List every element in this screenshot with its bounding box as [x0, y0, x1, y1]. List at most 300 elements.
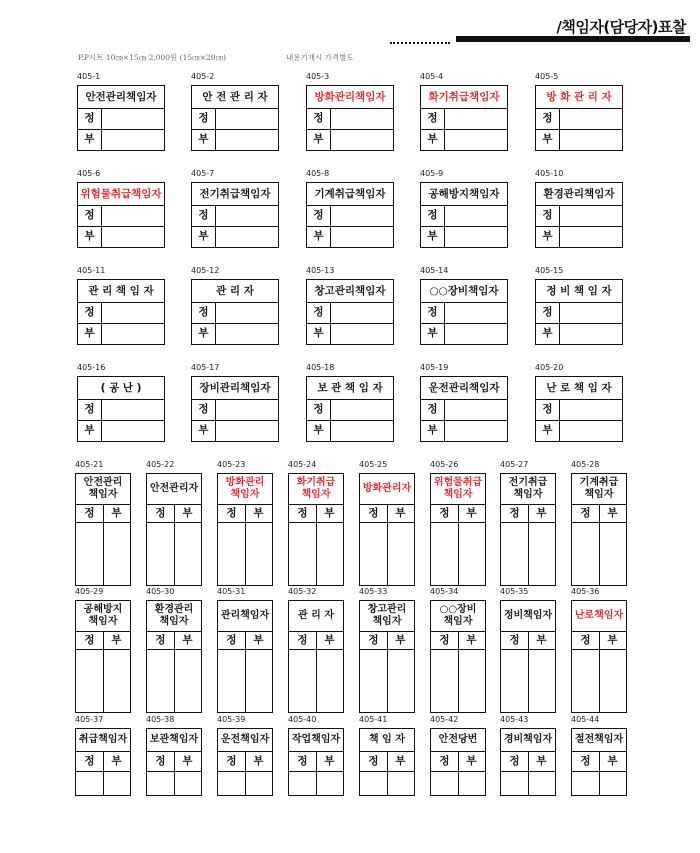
bu-row [307, 129, 393, 150]
jeong-label: 정 [368, 634, 379, 646]
sign-title-line: 위험물취급 [433, 477, 483, 488]
sign-plate [146, 728, 202, 796]
bu-label: 부 [253, 507, 264, 519]
product-code: 405-27 [500, 460, 529, 469]
sign-title: 방화관리책임자 [307, 86, 393, 109]
jeong-label: 정 [297, 755, 308, 767]
bu-row [78, 420, 164, 441]
sign-title-line: 안전관리자 [149, 483, 199, 494]
jeong-label: 정 [226, 634, 237, 646]
jeong-row [78, 399, 164, 421]
bu-label: 부 [536, 634, 547, 646]
column-divider [599, 631, 600, 712]
sign-title: 관 리 책 임 자 [78, 280, 164, 303]
jeong-row [536, 108, 622, 130]
product-code: 405-16 [77, 363, 106, 372]
jeong-label: 정 [421, 399, 445, 420]
bu-label: 부 [536, 226, 560, 247]
jeong-label: 정 [226, 755, 237, 767]
jeong-label: 정 [192, 399, 216, 420]
sign-title-line: 화기취급 [296, 477, 336, 488]
bu-label: 부 [111, 755, 122, 767]
jeong-row [192, 108, 278, 130]
jeong-label: 정 [307, 205, 331, 226]
bu-label: 부 [307, 129, 331, 150]
sign-title: 보관책임자 [147, 729, 201, 752]
column-divider [528, 631, 529, 712]
jeong-label: 정 [297, 507, 308, 519]
jeong-label: 정 [509, 507, 520, 519]
sign-plate [500, 600, 556, 713]
sign-plate [420, 85, 508, 151]
bu-label: 부 [78, 323, 102, 344]
product-code: 405-14 [420, 266, 449, 275]
product-code: 405-26 [430, 460, 459, 469]
jeong-label: 정 [84, 634, 95, 646]
bu-label: 부 [192, 420, 216, 441]
sign-plate [146, 600, 202, 713]
jeong-label: 정 [84, 755, 95, 767]
jeong-label: 정 [297, 634, 308, 646]
column-divider [316, 751, 317, 795]
bu-label: 부 [307, 226, 331, 247]
jeong-row [307, 108, 393, 130]
jeong-label: 정 [226, 507, 237, 519]
sign-title: 공해방지책임자 [421, 183, 507, 206]
jeong-label: 정 [580, 755, 591, 767]
sign-plate [420, 376, 508, 442]
jeong-label: 정 [84, 507, 95, 519]
sign-plate [571, 600, 627, 713]
sign-title-line: 책임자 [584, 489, 614, 500]
bu-row [307, 323, 393, 344]
sign-plate [420, 279, 508, 345]
sign-title-line: 책임자 [230, 489, 260, 500]
bu-row [421, 129, 507, 150]
bu-label: 부 [466, 507, 477, 519]
sign-plate [359, 728, 415, 796]
jeong-row [78, 205, 164, 227]
sign-title: 절전책임자 [572, 729, 626, 752]
sign-plate [146, 473, 202, 586]
jeong-label: 정 [307, 108, 331, 129]
bu-row [536, 129, 622, 150]
jeong-label: 정 [155, 634, 166, 646]
bu-label: 부 [307, 323, 331, 344]
sign-title-line: 안전관리 [83, 477, 123, 488]
product-code: 405-36 [571, 587, 600, 596]
jeong-label: 정 [192, 302, 216, 323]
product-code: 405-23 [217, 460, 246, 469]
sign-title [218, 601, 272, 632]
bu-label: 부 [182, 755, 193, 767]
bu-label: 부 [421, 226, 445, 247]
product-code: 405-13 [306, 266, 335, 275]
sign-plate [430, 728, 486, 796]
page-title: /책임자(담당자)표찰 [556, 18, 686, 36]
sign-title: 관 리 자 [192, 280, 278, 303]
sign-plate [571, 473, 627, 586]
sign-title-line: 기계취급 [579, 477, 619, 488]
bu-row [78, 129, 164, 150]
price-note: 내용기재시 가격별도 [286, 53, 354, 62]
sign-plate [191, 376, 279, 442]
jeong-row [421, 302, 507, 324]
sign-title-line: 창고관리 [367, 604, 407, 615]
sign-plate [535, 376, 623, 442]
bu-row [536, 323, 622, 344]
sign-plate [288, 473, 344, 586]
sign-title-line: 정비책임자 [503, 610, 553, 621]
sign-title [572, 601, 626, 632]
bu-label: 부 [182, 634, 193, 646]
bu-label: 부 [536, 507, 547, 519]
sign-title: 위험물취급책임자 [78, 183, 164, 206]
column-divider [599, 504, 600, 585]
column-divider [458, 751, 459, 795]
bu-label: 부 [536, 755, 547, 767]
bu-label: 부 [78, 226, 102, 247]
product-code: 405-31 [217, 587, 246, 596]
bu-label: 부 [324, 755, 335, 767]
column-divider [528, 751, 529, 795]
sign-title: 전기취급책임자 [192, 183, 278, 206]
column-divider [103, 751, 104, 795]
bu-label: 부 [324, 507, 335, 519]
jeong-label: 정 [78, 108, 102, 129]
jeong-row [307, 302, 393, 324]
jeong-label: 정 [368, 755, 379, 767]
jeong-label: 정 [307, 399, 331, 420]
sign-title-line: 책임자 [159, 616, 189, 627]
column-divider [316, 631, 317, 712]
product-code: 405-11 [77, 266, 106, 275]
jeong-row [307, 205, 393, 227]
product-code: 405-1 [77, 72, 101, 81]
bu-row [192, 226, 278, 247]
product-code: 405-9 [420, 169, 444, 178]
sign-title-line: 책임자 [301, 489, 331, 500]
product-code: 405-37 [75, 715, 104, 724]
sign-plate [288, 600, 344, 713]
product-code: 405-41 [359, 715, 388, 724]
product-code: 405-3 [306, 72, 330, 81]
sign-title: 작업책임자 [289, 729, 343, 752]
jeong-label: 정 [580, 507, 591, 519]
bu-row [421, 420, 507, 441]
sign-title-line: 책임자 [443, 489, 473, 500]
jeong-row [421, 108, 507, 130]
bu-row [421, 323, 507, 344]
bu-label: 부 [421, 129, 445, 150]
sign-title-line: 난로책임자 [574, 610, 624, 621]
sign-title [289, 474, 343, 505]
sign-title-line: 책임자 [443, 616, 473, 627]
jeong-label: 정 [421, 108, 445, 129]
jeong-label: 정 [536, 302, 560, 323]
sign-title [360, 474, 414, 505]
jeong-label: 정 [421, 302, 445, 323]
sign-title [431, 474, 485, 505]
sign-plate [77, 85, 165, 151]
sign-title: 화기취급책임자 [421, 86, 507, 109]
sign-title: 난 로 책 임 자 [536, 377, 622, 400]
sign-title: 기계취급책임자 [307, 183, 393, 206]
jeong-label: 정 [307, 302, 331, 323]
bu-row [421, 226, 507, 247]
sign-title: 운전관리책임자 [421, 377, 507, 400]
bu-label: 부 [395, 634, 406, 646]
column-divider [245, 504, 246, 585]
sign-plate [420, 182, 508, 248]
product-code: 405-43 [500, 715, 529, 724]
sign-title-line: 공해방지 [83, 604, 123, 615]
sign-title: 장비관리책임자 [192, 377, 278, 400]
product-code: 405-35 [500, 587, 529, 596]
bu-label: 부 [536, 420, 560, 441]
sign-title-line: 책임자 [88, 489, 118, 500]
jeong-label: 정 [439, 507, 450, 519]
bu-label: 부 [182, 507, 193, 519]
bu-row [307, 226, 393, 247]
bu-label: 부 [536, 129, 560, 150]
bu-label: 부 [536, 323, 560, 344]
sign-plate [535, 182, 623, 248]
sign-title [76, 601, 130, 632]
sign-title [501, 601, 555, 632]
sign-plate [535, 279, 623, 345]
sign-plate [430, 473, 486, 586]
sign-plate [430, 600, 486, 713]
column-divider [316, 504, 317, 585]
sign-title: 안 전 관 리 자 [192, 86, 278, 109]
sign-title: 방 화 관 리 자 [536, 86, 622, 109]
sign-plate [77, 279, 165, 345]
jeong-row [78, 108, 164, 130]
product-code: 405-5 [535, 72, 559, 81]
product-code: 405-20 [535, 363, 564, 372]
bu-row [78, 226, 164, 247]
sign-plate [500, 473, 556, 586]
product-code: 405-24 [288, 460, 317, 469]
jeong-label: 정 [155, 755, 166, 767]
jeong-label: 정 [509, 755, 520, 767]
bu-label: 부 [192, 226, 216, 247]
column-divider [174, 631, 175, 712]
jeong-label: 정 [536, 108, 560, 129]
jeong-label: 정 [536, 205, 560, 226]
column-divider [387, 504, 388, 585]
sign-title-line: 방화관리 [225, 477, 265, 488]
bu-label: 부 [395, 507, 406, 519]
jeong-row [192, 399, 278, 421]
bu-label: 부 [466, 634, 477, 646]
column-divider [387, 751, 388, 795]
product-code: 405-44 [571, 715, 600, 724]
sign-title-line: 전기취급 [508, 477, 548, 488]
jeong-label: 정 [192, 108, 216, 129]
jeong-label: 정 [368, 507, 379, 519]
bu-row [536, 420, 622, 441]
spec-text: P.P시트 10㎝×15㎝ 2,000원 (15㎝×20㎝) [78, 53, 226, 62]
product-code: 405-12 [191, 266, 220, 275]
column-divider [245, 751, 246, 795]
bu-label: 부 [607, 634, 618, 646]
product-code: 405-39 [217, 715, 246, 724]
bu-label: 부 [466, 755, 477, 767]
sign-title: ( 공 난 ) [78, 377, 164, 400]
bu-label: 부 [607, 755, 618, 767]
column-divider [103, 631, 104, 712]
sign-plate [77, 182, 165, 248]
jeong-label: 정 [155, 507, 166, 519]
jeong-label: 정 [509, 634, 520, 646]
sign-plate [191, 85, 279, 151]
sign-title [572, 474, 626, 505]
sign-title: 정 비 책 임 자 [536, 280, 622, 303]
sign-plate [191, 182, 279, 248]
product-code: 405-4 [420, 72, 444, 81]
jeong-label: 정 [192, 205, 216, 226]
bu-row [192, 323, 278, 344]
sign-title-line: 환경관리 [154, 604, 194, 615]
product-code: 405-18 [306, 363, 335, 372]
column-divider [245, 631, 246, 712]
sign-plate [77, 376, 165, 442]
column-divider [458, 504, 459, 585]
jeong-row [536, 399, 622, 421]
product-code: 405-22 [146, 460, 175, 469]
bu-label: 부 [395, 755, 406, 767]
sign-plate [217, 473, 273, 586]
sign-title [501, 474, 555, 505]
bu-label: 부 [607, 507, 618, 519]
product-code: 405-29 [75, 587, 104, 596]
sign-title: 취급책임자 [76, 729, 130, 752]
sign-title: 창고관리책임자 [307, 280, 393, 303]
sign-plate [217, 600, 273, 713]
sign-title: 경비책임자 [501, 729, 555, 752]
sign-plate [75, 728, 131, 796]
sign-plate [75, 600, 131, 713]
sign-title-line: 책임자 [372, 616, 402, 627]
bu-label: 부 [253, 634, 264, 646]
bu-label: 부 [192, 323, 216, 344]
product-code: 405-30 [146, 587, 175, 596]
jeong-row [78, 302, 164, 324]
jeong-label: 정 [421, 205, 445, 226]
sign-title [76, 474, 130, 505]
sign-title: 안전당번 [431, 729, 485, 752]
sign-title [289, 601, 343, 632]
product-code: 405-25 [359, 460, 388, 469]
sign-title-line: 관리책임자 [220, 610, 270, 621]
bu-row [78, 323, 164, 344]
bu-row [192, 420, 278, 441]
sign-title [147, 601, 201, 632]
sign-plate [306, 279, 394, 345]
column-divider [528, 504, 529, 585]
sign-plate [191, 279, 279, 345]
jeong-row [536, 205, 622, 227]
jeong-label: 정 [78, 399, 102, 420]
page-header [390, 16, 690, 46]
sign-title [431, 601, 485, 632]
sign-title-line: 방화관리자 [362, 483, 412, 494]
bu-label: 부 [307, 420, 331, 441]
jeong-row [421, 205, 507, 227]
column-divider [103, 504, 104, 585]
jeong-row [192, 302, 278, 324]
product-code: 405-38 [146, 715, 175, 724]
bu-row [536, 226, 622, 247]
column-divider [387, 631, 388, 712]
product-code: 405-42 [430, 715, 459, 724]
sign-title: 책 임 자 [360, 729, 414, 752]
bu-row [192, 129, 278, 150]
bu-label: 부 [421, 323, 445, 344]
sign-title-line: ○○장비 [439, 604, 477, 615]
sign-plate [306, 182, 394, 248]
bu-label: 부 [192, 129, 216, 150]
product-code: 405-28 [571, 460, 600, 469]
bu-row [307, 420, 393, 441]
jeong-label: 정 [536, 399, 560, 420]
bu-label: 부 [324, 634, 335, 646]
sign-title: 보 관 책 임 자 [307, 377, 393, 400]
product-code: 405-2 [191, 72, 215, 81]
jeong-label: 정 [439, 634, 450, 646]
jeong-label: 정 [439, 755, 450, 767]
sign-plate [288, 728, 344, 796]
bu-label: 부 [253, 755, 264, 767]
jeong-row [192, 205, 278, 227]
sign-plate [500, 728, 556, 796]
bu-label: 부 [421, 420, 445, 441]
jeong-row [421, 399, 507, 421]
column-divider [174, 504, 175, 585]
bu-label: 부 [111, 507, 122, 519]
header-dotted-rule [390, 40, 450, 44]
jeong-row [307, 399, 393, 421]
sign-plate [359, 600, 415, 713]
product-code: 405-33 [359, 587, 388, 596]
sign-title-line: 관 리 자 [298, 610, 334, 621]
bu-label: 부 [78, 129, 102, 150]
product-code: 405-21 [75, 460, 104, 469]
product-code: 405-17 [191, 363, 220, 372]
sign-plate [306, 376, 394, 442]
product-code: 405-19 [420, 363, 449, 372]
sign-title: 안전관리책임자 [78, 86, 164, 109]
product-code: 405-40 [288, 715, 317, 724]
bu-label: 부 [111, 634, 122, 646]
sign-plate [571, 728, 627, 796]
column-divider [174, 751, 175, 795]
product-code: 405-8 [306, 169, 330, 178]
bu-label: 부 [78, 420, 102, 441]
sign-title: 운전책임자 [218, 729, 272, 752]
sign-title: ○○장비책임자 [421, 280, 507, 303]
product-code: 405-34 [430, 587, 459, 596]
column-divider [599, 751, 600, 795]
sign-title [360, 601, 414, 632]
sign-title: 환경관리책임자 [536, 183, 622, 206]
sign-title [218, 474, 272, 505]
product-code: 405-10 [535, 169, 564, 178]
jeong-label: 정 [580, 634, 591, 646]
column-divider [458, 631, 459, 712]
